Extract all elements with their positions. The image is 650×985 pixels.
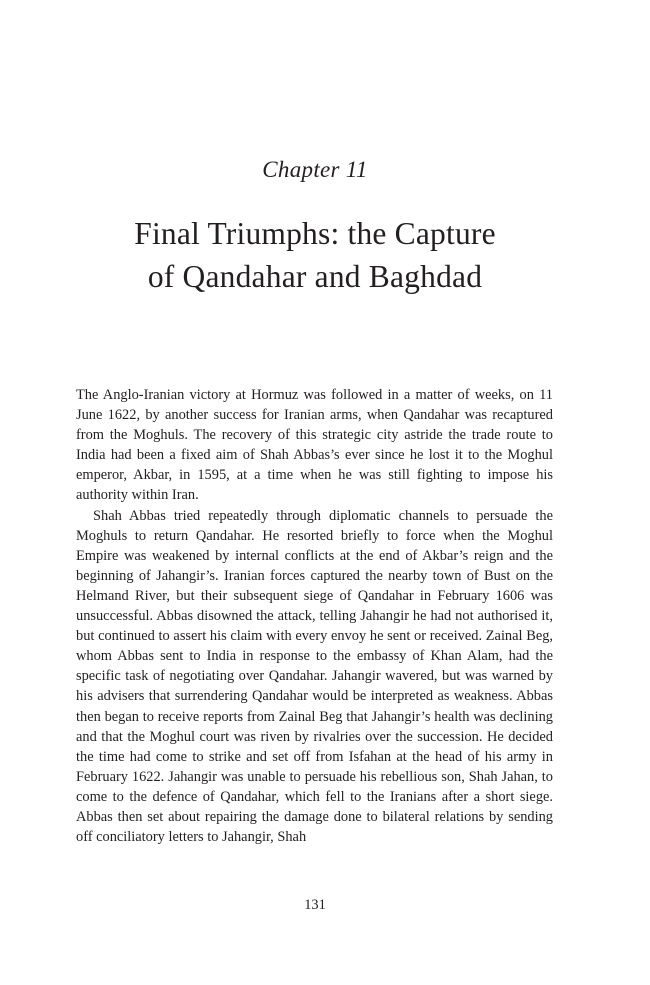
body-text xyxy=(76,385,553,847)
page-number: 131 xyxy=(304,897,326,913)
paragraph-1: The Anglo-Iranian victory at Hormuz was followed in a matter of weeks, on 11 June 1622, by another success for Iranian arms, when Qandahar was recaptured from the Moghuls. The recovery of this strategic city astride the trade route to India had been a fixed aim of Shah Abbas’s ever since he lost it to the Moghul emperor, Akbar, in 1595, at a time when he was still fighting to impose his authority within Iran. xyxy=(76,387,553,504)
paragraph-2: Shah Abbas tried repeatedly through diplomatic channels to persuade the Moghuls to return Qandahar. He resorted briefly to force when the Moghul Empire was weakened by internal conflicts at the end of Akbar’s reign and the beginning of Jahangir’s. Iranian forces captured the nearby town of Bust on the Helmand River, but their subsequent siege of Qandahar in February 1606 was unsuccessful. Abbas disowned the attack, telling Jahangir he had not authorised it, but continued to assert his claim with every envoy he sent or received. Zainal Beg, whom Abbas sent to India in response to the embassy of Khan Alam, had the specific task of negotiating over Qandahar. Jahangir wavered, but was warned by his advisers that surrendering Qandahar would be interpreted as weakness. Abbas then began to receive reports from Zainal Beg that Jahangir’s health was declining and that the Moghul court was riven by rivalries over the succession. He decided the time had come to strike and set off from Isfahan at the head of his army in February 1622. Jahangir was unable to persuade his rebellious son, Shah Jahan, to come to the defence of Qandahar, which fell to the Iranians after a short siege. Abbas then set about repairing the damage done to bilateral relations by sending off conciliatory letters to Jahangir, Shah xyxy=(76,507,553,846)
chapter-title-line-2: of Qandahar and Baghdad xyxy=(147,259,483,294)
chapter-title-line-1: Final Triumphs: the Capture xyxy=(134,216,496,251)
chapter-title xyxy=(0,212,630,298)
chapter-number: Chapter 11 xyxy=(262,157,368,182)
